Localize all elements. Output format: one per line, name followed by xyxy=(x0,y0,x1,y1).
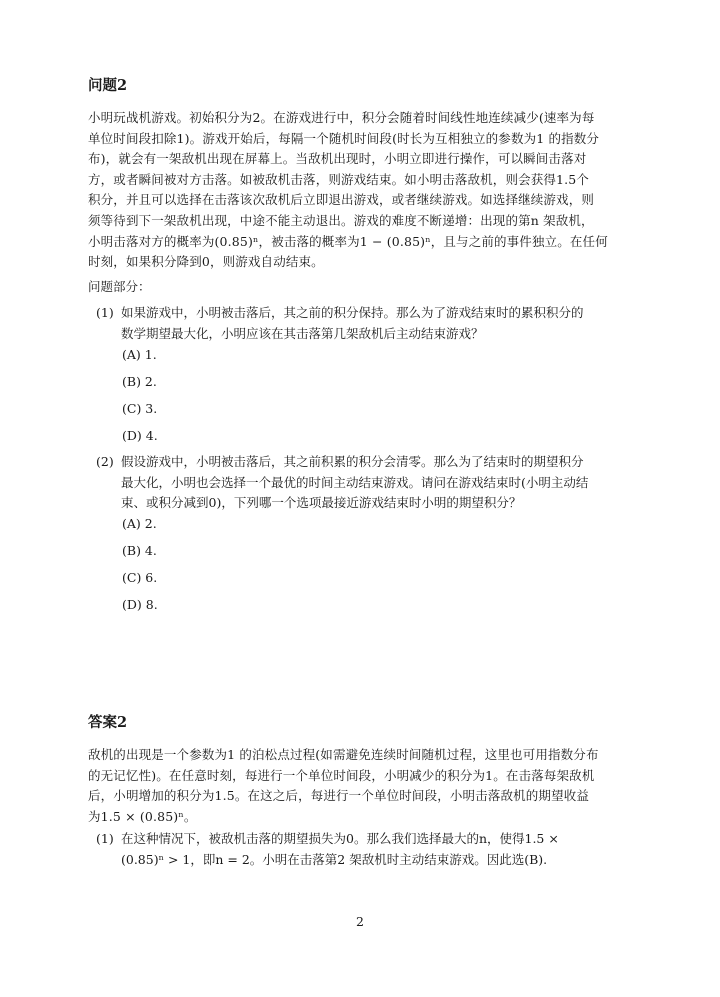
question-2-option-d: (D) 8. xyxy=(122,597,158,612)
problem-line: 布)，就会有一架敌机出现在屏幕上。当敌机出现时，小明立即进行操作，可以瞬间击落对 xyxy=(88,151,587,167)
problem-line: 时刻，如果积分降到0，则游戏自动结束。 xyxy=(88,254,324,270)
answer-statement xyxy=(88,745,658,827)
page-number: 2 xyxy=(356,914,364,929)
problem-line: 须等待到下一架敌机出现，中途不能主动退出。游戏的难度不断递增：出现的第n 架敌机， xyxy=(88,212,594,228)
problem-line: 单位时间段扣除1)。游戏开始后，每隔一个随机时间段(时长为互相独立的参数为1 的指数分 xyxy=(88,130,600,146)
problem-line: 小明击落对方的概率为(0.85)ⁿ，被击落的概率为1 − (0.85)ⁿ，且与之前的事件独立。在任何 xyxy=(88,233,608,249)
answer-item-text xyxy=(121,829,658,870)
answer-item-line: 在这种情况下，被敌机击落的期望损失为0。那么我们选择最大的n，使得1.5 × xyxy=(121,831,559,846)
question-line: 最大化，小明也会选择一个最优的时间主动结束游戏。请问在游戏结束时(小明主动结 xyxy=(121,474,589,490)
problem-title: 问题2 xyxy=(88,77,128,94)
question-number: (1) xyxy=(96,305,114,320)
problem-line: 小明玩战机游戏。初始积分为2。在游戏进行中，积分会随着时间线性地连续减少(速率为每 xyxy=(88,110,595,125)
question-line: 如果游戏中，小明被击落后，其之前的积分保持。那么为了游戏结束时的累积积分的 xyxy=(121,305,584,320)
answer-line: 敌机的出现是一个参数为1 的泊松点过程(如需避免连续时间随机过程，这里也可用指数分布 xyxy=(88,747,599,762)
questions-label: 问题部分： xyxy=(88,279,151,294)
question-2-option-c: (C) 6. xyxy=(122,570,158,585)
question-1-option-d: (D) 4. xyxy=(122,428,158,443)
answer-line: 的无记忆性)。在任意时刻，每进行一个单位时间段，小明减少的积分为1。在击落每架敌机 xyxy=(88,767,595,783)
answer-item-number: (1) xyxy=(96,831,114,846)
question-1-option-a: (A) 1. xyxy=(122,347,157,362)
problem-line: 积分，并且可以选择在击落该次敌机后立即退出游戏，或者继续游戏。如选择继续游戏，则 xyxy=(88,192,595,208)
question-number: (2) xyxy=(96,454,114,469)
question-line: 假设游戏中，小明被击落后，其之前积累的积分会清零。那么为了结束时的期望积分 xyxy=(121,454,584,469)
question-line: 束、或积分减到0)，下列哪一个选项最接近游戏结束时小明的期望积分？ xyxy=(121,495,522,511)
answer-line: 为1.5 × (0.85)ⁿ。 xyxy=(88,808,197,824)
answer-title: 答案2 xyxy=(88,714,128,731)
question-line: 数学期望最大化，小明应该在其击落第几架敌机后主动结束游戏？ xyxy=(121,325,484,341)
question-2-option-b: (B) 4. xyxy=(122,543,157,558)
problem-line: 方，或者瞬间被对方击落。如被敌机击落，则游戏结束。如小明击落敌机，则会获得1.5个 xyxy=(88,171,590,187)
question-text xyxy=(121,303,658,344)
question-2-option-a: (A) 2. xyxy=(122,516,157,531)
question-text xyxy=(121,452,658,514)
problem-statement xyxy=(88,108,658,273)
answer-line: 后，小明增加的积分为1.5。在这之后，每进行一个单位时间段，小明击落敌机的期望收益 xyxy=(88,788,590,804)
question-1-option-c: (C) 3. xyxy=(122,401,158,416)
question-1-option-b: (B) 2. xyxy=(122,374,157,389)
answer-item-line: (0.85)ⁿ > 1，即n = 2。小明在击落第2 架敌机时主动结束游戏。因此选(B). xyxy=(121,851,548,867)
